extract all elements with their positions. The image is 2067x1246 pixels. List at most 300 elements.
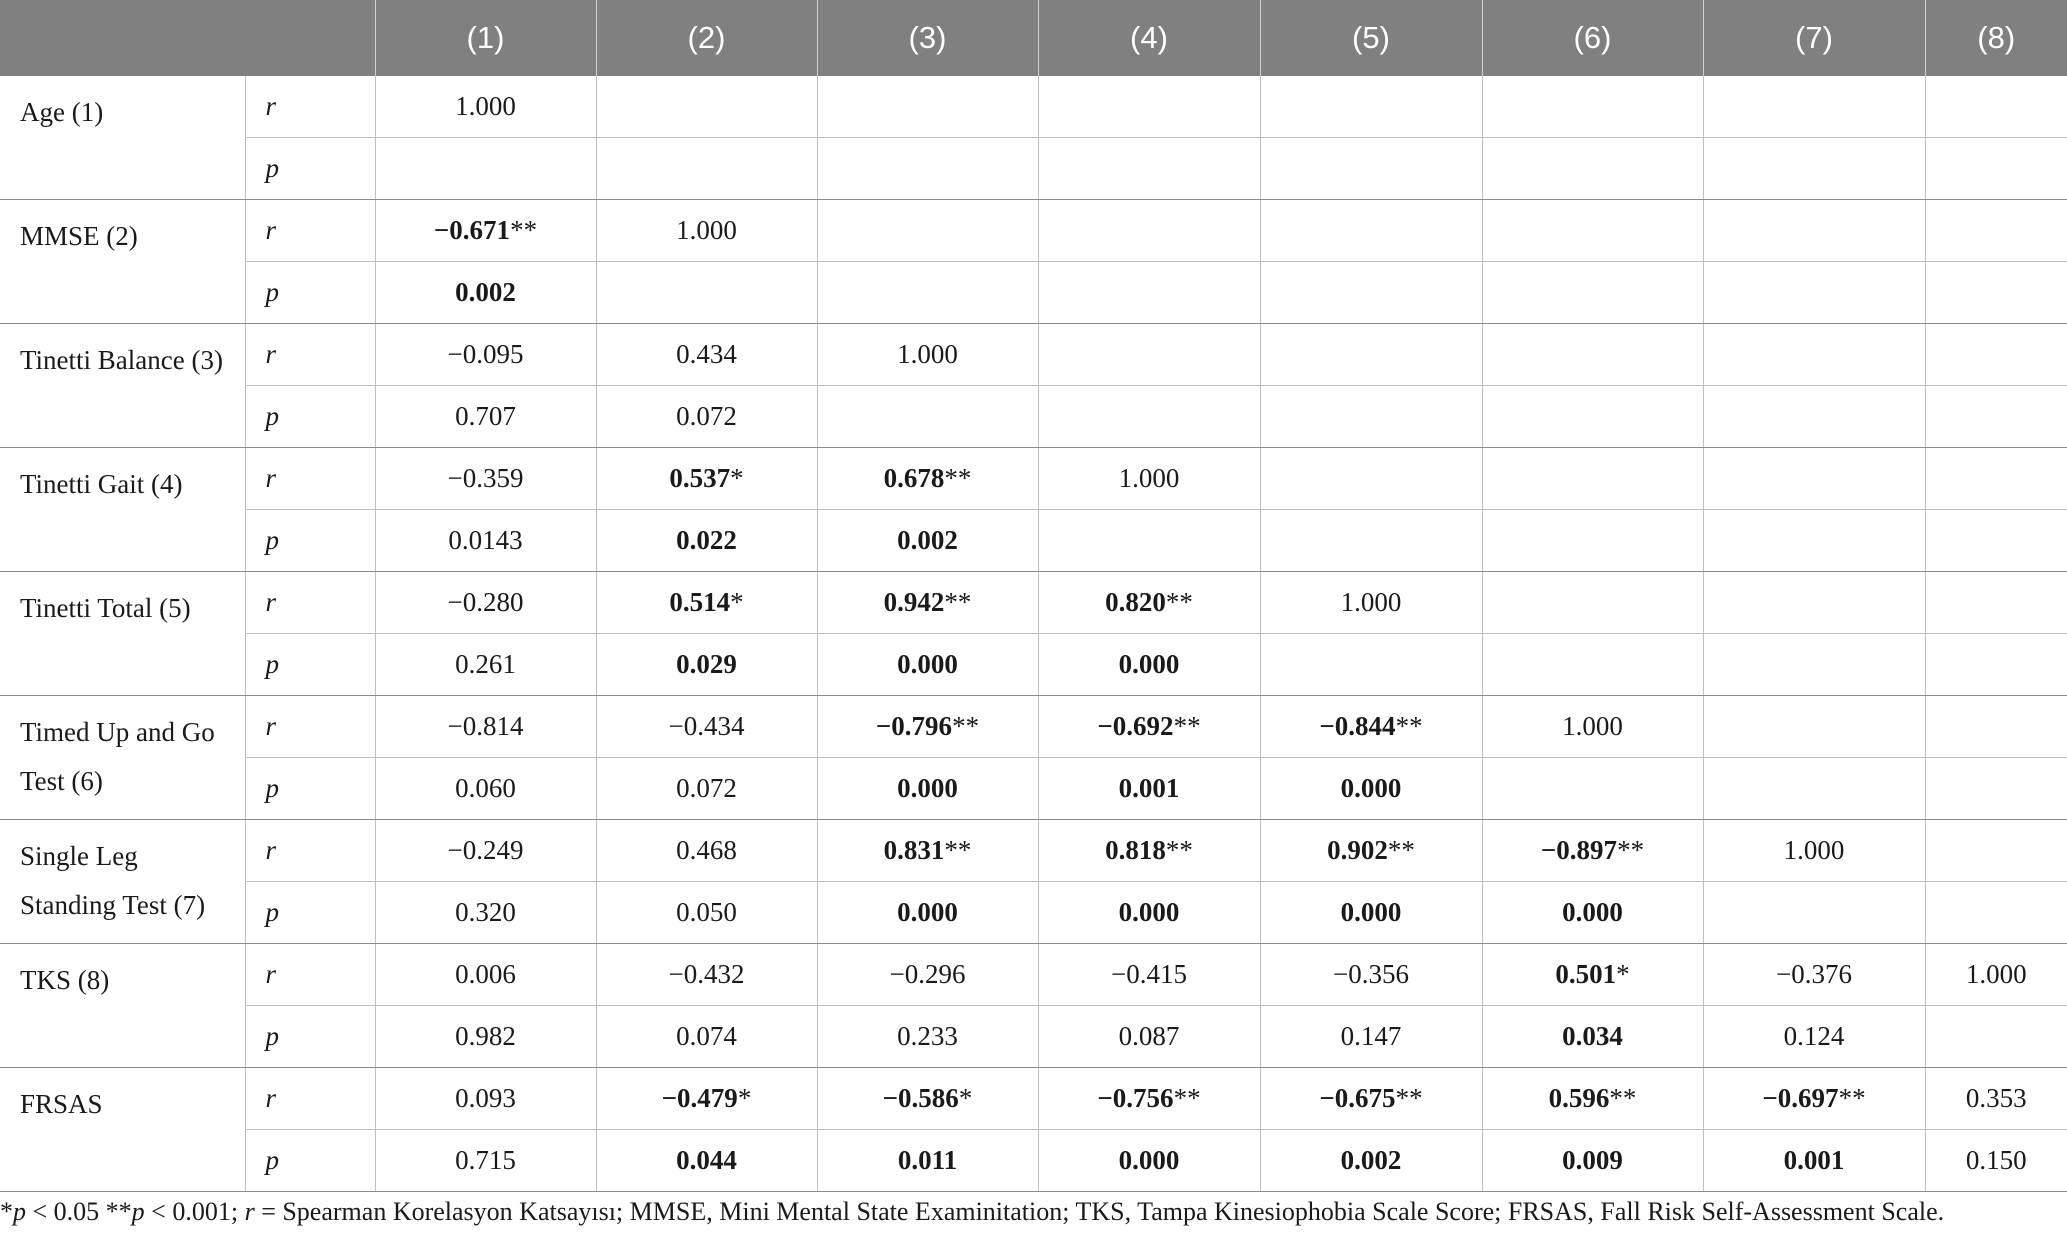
r-value: 1.000 <box>1118 463 1180 493</box>
p-value-cell <box>596 138 817 200</box>
stat-label-r: r <box>245 324 375 386</box>
p-value-cell <box>817 510 1038 572</box>
r-value: 1.000 <box>897 339 958 369</box>
p-value-cell <box>1038 262 1260 324</box>
p-value-cell <box>817 262 1038 324</box>
r-value-cell <box>817 944 1038 1006</box>
table-row-r <box>0 76 2067 138</box>
r-value-cell <box>1703 76 1925 138</box>
p-value: 0.072 <box>676 773 737 803</box>
p-value-cell <box>1482 386 1703 448</box>
p-value: 0.000 <box>1118 897 1180 927</box>
r-value-cell <box>375 1068 596 1130</box>
p-value: 0.001 <box>1118 773 1180 803</box>
p-value-cell <box>375 138 596 200</box>
p-value: 0.002 <box>897 525 958 555</box>
variable-label: FRSAS <box>0 1068 245 1192</box>
stat-label-p: p <box>245 262 375 324</box>
p-value-cell <box>596 634 817 696</box>
table-row-p <box>0 758 2067 820</box>
table-footnote <box>0 1197 2067 1227</box>
p-value: 0.034 <box>1562 1021 1623 1051</box>
significance-marker: ** <box>944 587 972 617</box>
footnote-star: * <box>0 1197 13 1226</box>
footnote-p-symbol: p <box>13 1197 26 1226</box>
p-value-cell <box>1703 138 1925 200</box>
variable-label: Tinetti Total (5) <box>0 572 245 696</box>
p-value-cell <box>1260 1006 1482 1068</box>
p-value: 0.000 <box>1118 649 1180 679</box>
r-value-cell <box>375 200 596 262</box>
r-value-cell <box>596 696 817 758</box>
p-value: 0.147 <box>1340 1021 1402 1051</box>
p-value-cell <box>1703 386 1925 448</box>
r-value-cell <box>1260 324 1482 386</box>
significance-marker: ** <box>1838 1083 1866 1113</box>
p-value: 0.233 <box>897 1021 958 1051</box>
r-value: 1.000 <box>1965 959 2027 989</box>
r-value-cell <box>1925 200 2067 262</box>
p-value-cell <box>1925 758 2067 820</box>
r-value-cell <box>1482 448 1703 510</box>
p-value-cell <box>596 1130 817 1192</box>
r-value-cell <box>1260 76 1482 138</box>
stat-label-r: r <box>245 200 375 262</box>
significance-marker: ** <box>1165 587 1193 617</box>
r-value: 0.434 <box>676 339 737 369</box>
r-value-cell <box>1482 944 1703 1006</box>
p-value-cell <box>1925 138 2067 200</box>
r-value-cell <box>1260 696 1482 758</box>
p-value-cell <box>375 882 596 944</box>
r-value-cell <box>817 200 1038 262</box>
r-value-cell <box>1482 572 1703 634</box>
r-value-cell <box>1703 944 1925 1006</box>
r-value-cell <box>1925 944 2067 1006</box>
r-value-cell <box>375 572 596 634</box>
p-value-cell <box>1260 882 1482 944</box>
stat-label-r: r <box>245 448 375 510</box>
r-value-cell <box>1703 696 1925 758</box>
r-value-cell <box>375 696 596 758</box>
p-value: 0.009 <box>1562 1145 1623 1175</box>
header-col-6: (6) <box>1482 0 1703 76</box>
r-value: −0.296 <box>889 959 966 989</box>
p-value-cell <box>817 758 1038 820</box>
stat-label-p: p <box>245 1006 375 1068</box>
r-value-cell <box>1260 572 1482 634</box>
p-value: 0.002 <box>455 277 516 307</box>
r-value-cell <box>375 324 596 386</box>
header-col-2: (2) <box>596 0 817 76</box>
r-value-cell <box>1038 1068 1260 1130</box>
r-value: −0.844 <box>1319 711 1396 741</box>
r-value: 1.000 <box>1783 835 1845 865</box>
table-body <box>0 76 2067 1192</box>
p-value: 0.011 <box>897 1145 958 1175</box>
r-value-cell <box>375 820 596 882</box>
p-value-cell <box>1260 510 1482 572</box>
p-value-cell <box>1038 634 1260 696</box>
r-value-cell <box>1482 324 1703 386</box>
p-value: 0.050 <box>676 897 737 927</box>
p-value: 0.000 <box>897 773 958 803</box>
r-value: 0.093 <box>455 1083 516 1113</box>
r-value-cell <box>1260 448 1482 510</box>
p-value: 0.002 <box>1340 1145 1402 1175</box>
stat-label-r: r <box>245 572 375 634</box>
r-value-cell <box>817 1068 1038 1130</box>
significance-marker: ** <box>1609 1083 1637 1113</box>
significance-marker: ** <box>952 711 980 741</box>
r-value-cell <box>1482 76 1703 138</box>
r-value-cell <box>1038 572 1260 634</box>
p-value-cell <box>1482 882 1703 944</box>
stat-label-p: p <box>245 1130 375 1192</box>
r-value: −0.897 <box>1540 835 1618 865</box>
table-row-p <box>0 634 2067 696</box>
significance-marker: ** <box>1165 835 1193 865</box>
r-value: 0.818 <box>1105 835 1166 865</box>
p-value-cell <box>1925 510 2067 572</box>
r-value: 1.000 <box>676 215 737 245</box>
significance-marker: ** <box>1395 1083 1423 1113</box>
r-value-cell <box>596 76 817 138</box>
significance-marker: ** <box>1617 835 1645 865</box>
p-value-cell <box>375 1130 596 1192</box>
r-value: −0.692 <box>1097 711 1174 741</box>
r-value-cell <box>1482 1068 1703 1130</box>
r-value-cell <box>1260 1068 1482 1130</box>
p-value-cell <box>1260 758 1482 820</box>
table-row-r <box>0 324 2067 386</box>
significance-marker: ** <box>510 215 538 245</box>
p-value-cell <box>1038 510 1260 572</box>
table-row-r <box>0 1068 2067 1130</box>
r-value-cell <box>596 572 817 634</box>
p-value: 0.072 <box>676 401 737 431</box>
table-header-row <box>0 0 2067 76</box>
r-value: −0.756 <box>1097 1083 1174 1113</box>
p-value-cell <box>1038 882 1260 944</box>
r-value-cell <box>1038 820 1260 882</box>
header-col-1: (1) <box>375 0 596 76</box>
p-value: 0.001 <box>1783 1145 1845 1175</box>
significance-marker: * <box>730 463 744 493</box>
r-value-cell <box>1703 1068 1925 1130</box>
footnote-r-symbol: r <box>244 1197 255 1226</box>
r-value-cell <box>817 448 1038 510</box>
p-value-cell <box>1925 634 2067 696</box>
p-value: 0.124 <box>1783 1021 1845 1051</box>
p-value-cell <box>1703 758 1925 820</box>
stat-label-r: r <box>245 1068 375 1130</box>
r-value-cell <box>1925 324 2067 386</box>
table-row-p <box>0 138 2067 200</box>
p-value-cell <box>1038 1130 1260 1192</box>
significance-marker: ** <box>1173 711 1201 741</box>
p-value-cell <box>1925 262 2067 324</box>
r-value: −0.280 <box>447 587 524 617</box>
table-row-r <box>0 696 2067 758</box>
p-value: 0.060 <box>455 773 516 803</box>
p-value: 0.000 <box>1118 1145 1180 1175</box>
r-value-cell <box>1703 820 1925 882</box>
r-value: 0.537 <box>669 463 731 493</box>
footnote-p-symbol-2: p <box>131 1197 145 1226</box>
significance-marker: * <box>958 1083 973 1113</box>
r-value: 0.942 <box>883 587 945 617</box>
p-value: 0.000 <box>1562 897 1623 927</box>
r-value: 1.000 <box>455 91 516 121</box>
p-value-cell <box>1482 1006 1703 1068</box>
p-value: 0.150 <box>1965 1145 2027 1175</box>
stat-label-r: r <box>245 696 375 758</box>
r-value: −0.095 <box>447 339 524 369</box>
r-value-cell <box>596 944 817 1006</box>
r-value-cell <box>1038 76 1260 138</box>
stat-label-p: p <box>245 634 375 696</box>
significance-marker: * <box>737 1083 752 1113</box>
p-value-cell <box>817 1006 1038 1068</box>
r-value-cell <box>596 324 817 386</box>
stat-label-r: r <box>245 944 375 1006</box>
p-value-cell <box>1260 1130 1482 1192</box>
footnote-threshold-2: < 0.001; <box>144 1197 245 1226</box>
r-value: −0.675 <box>1319 1083 1396 1113</box>
p-value-cell <box>375 758 596 820</box>
r-value-cell <box>817 820 1038 882</box>
r-value-cell <box>1038 448 1260 510</box>
r-value-cell <box>1038 200 1260 262</box>
variable-label: Timed Up and Go Test (6) <box>0 696 245 820</box>
p-value-cell <box>375 262 596 324</box>
header-col-3: (3) <box>817 0 1038 76</box>
variable-label: TKS (8) <box>0 944 245 1068</box>
p-value-cell <box>1482 1130 1703 1192</box>
r-value: −0.376 <box>1776 959 1852 989</box>
p-value-cell <box>1482 758 1703 820</box>
r-value: 1.000 <box>1340 587 1402 617</box>
footnote-definitions: = Spearman Korelasyon Katsayısı; MMSE, Mini Mental State Examinitation; TKS, Tampa Kinesiophobia Scale Score; FRSAS, Fall Risk Self-Assessment Scale. <box>254 1197 1945 1226</box>
r-value-cell <box>375 448 596 510</box>
p-value-cell <box>817 634 1038 696</box>
p-value: 0.000 <box>1340 773 1402 803</box>
r-value: −0.671 <box>433 215 511 245</box>
p-value-cell <box>1703 262 1925 324</box>
p-value-cell <box>817 1130 1038 1192</box>
r-value-cell <box>1925 76 2067 138</box>
p-value-cell <box>596 882 817 944</box>
variable-label: Age (1) <box>0 76 245 200</box>
table-row-r <box>0 200 2067 262</box>
p-value-cell <box>596 510 817 572</box>
variable-label: Single Leg Standing Test (7) <box>0 820 245 944</box>
r-value: −0.479 <box>661 1083 738 1113</box>
r-value: 0.006 <box>455 959 516 989</box>
r-value-cell <box>1038 324 1260 386</box>
r-value-cell <box>1925 572 2067 634</box>
p-value-cell <box>1925 1006 2067 1068</box>
r-value-cell <box>596 820 817 882</box>
significance-marker: ** <box>1387 835 1415 865</box>
p-value-cell <box>1925 882 2067 944</box>
significance-marker: ** <box>1395 711 1423 741</box>
r-value-cell <box>1703 572 1925 634</box>
variable-label: Tinetti Balance (3) <box>0 324 245 448</box>
p-value: 0.087 <box>1118 1021 1180 1051</box>
header-col-7: (7) <box>1703 0 1925 76</box>
header-empty-cell <box>0 0 375 76</box>
p-value: 0.074 <box>676 1021 737 1051</box>
r-value: −0.415 <box>1111 959 1187 989</box>
table-row-p <box>0 262 2067 324</box>
r-value: 0.678 <box>883 463 945 493</box>
header-col-8: (8) <box>1925 0 2067 76</box>
p-value-cell <box>1260 138 1482 200</box>
r-value: −0.359 <box>447 463 524 493</box>
table-row-p <box>0 1006 2067 1068</box>
p-value: 0.000 <box>897 897 958 927</box>
r-value: 0.902 <box>1327 835 1388 865</box>
p-value: 0.0143 <box>448 525 523 555</box>
r-value-cell <box>1925 696 2067 758</box>
table-row-p <box>0 1130 2067 1192</box>
r-value-cell <box>1260 944 1482 1006</box>
table-row-p <box>0 510 2067 572</box>
p-value: 0.982 <box>455 1021 516 1051</box>
p-value-cell <box>596 1006 817 1068</box>
p-value-cell <box>1260 386 1482 448</box>
stat-label-p: p <box>245 758 375 820</box>
p-value-cell <box>1482 138 1703 200</box>
p-value-cell <box>1482 262 1703 324</box>
p-value-cell <box>1038 758 1260 820</box>
p-value-cell <box>375 510 596 572</box>
p-value-cell <box>596 758 817 820</box>
p-value-cell <box>596 262 817 324</box>
header-col-5: (5) <box>1260 0 1482 76</box>
p-value-cell <box>1038 386 1260 448</box>
r-value-cell <box>375 76 596 138</box>
p-value: 0.000 <box>1340 897 1402 927</box>
p-value: 0.320 <box>455 897 516 927</box>
r-value: −0.796 <box>875 711 953 741</box>
p-value-cell <box>1703 1006 1925 1068</box>
r-value: −0.586 <box>882 1083 959 1113</box>
p-value-cell <box>375 386 596 448</box>
table-row-p <box>0 882 2067 944</box>
p-value: 0.029 <box>676 649 737 679</box>
r-value-cell <box>817 324 1038 386</box>
significance-marker: * <box>730 587 744 617</box>
r-value-cell <box>596 200 817 262</box>
r-value-cell <box>1482 200 1703 262</box>
r-value-cell <box>1038 944 1260 1006</box>
r-value-cell <box>817 696 1038 758</box>
p-value-cell <box>1038 138 1260 200</box>
stat-label-r: r <box>245 820 375 882</box>
p-value-cell <box>375 634 596 696</box>
r-value-cell <box>1925 448 2067 510</box>
p-value-cell <box>817 882 1038 944</box>
p-value-cell <box>1703 1130 1925 1192</box>
table-row-r <box>0 448 2067 510</box>
table-row-r <box>0 944 2067 1006</box>
p-value-cell <box>1260 634 1482 696</box>
p-value-cell <box>1482 634 1703 696</box>
r-value-cell <box>1482 696 1703 758</box>
p-value-cell <box>1925 1130 2067 1192</box>
p-value-cell <box>1703 634 1925 696</box>
p-value: 0.022 <box>676 525 737 555</box>
r-value-cell <box>817 572 1038 634</box>
p-value: 0.044 <box>676 1145 737 1175</box>
r-value: 0.820 <box>1105 587 1166 617</box>
variable-label: MMSE (2) <box>0 200 245 324</box>
r-value-cell <box>1260 820 1482 882</box>
r-value: 0.353 <box>1965 1083 2027 1113</box>
r-value-cell <box>596 448 817 510</box>
r-value-cell <box>375 944 596 1006</box>
significance-marker: * <box>1616 959 1630 989</box>
p-value-cell <box>375 1006 596 1068</box>
r-value: 0.831 <box>883 835 945 865</box>
p-value-cell <box>1925 386 2067 448</box>
r-value-cell <box>1482 820 1703 882</box>
r-value-cell <box>1703 324 1925 386</box>
variable-label: Tinetti Gait (4) <box>0 448 245 572</box>
r-value-cell <box>1925 820 2067 882</box>
p-value-cell <box>596 386 817 448</box>
r-value: −0.356 <box>1333 959 1409 989</box>
r-value: −0.814 <box>447 711 524 741</box>
significance-marker: ** <box>944 463 972 493</box>
header-col-4: (4) <box>1038 0 1260 76</box>
r-value: −0.432 <box>668 959 745 989</box>
significance-marker: ** <box>944 835 972 865</box>
r-value-cell <box>1260 200 1482 262</box>
r-value-cell <box>596 1068 817 1130</box>
r-value-cell <box>1925 1068 2067 1130</box>
r-value: 0.501 <box>1555 959 1617 989</box>
stat-label-p: p <box>245 882 375 944</box>
p-value: 0.000 <box>897 649 958 679</box>
p-value-cell <box>1703 882 1925 944</box>
r-value: 1.000 <box>1562 711 1623 741</box>
p-value-cell <box>817 386 1038 448</box>
r-value-cell <box>817 76 1038 138</box>
stat-label-p: p <box>245 386 375 448</box>
r-value: 0.468 <box>676 835 737 865</box>
stat-label-r: r <box>245 76 375 138</box>
r-value: −0.697 <box>1762 1083 1839 1113</box>
r-value: 0.596 <box>1548 1083 1610 1113</box>
r-value-cell <box>1703 200 1925 262</box>
significance-marker: ** <box>1173 1083 1201 1113</box>
r-value: −0.249 <box>447 835 524 865</box>
r-value-cell <box>1038 696 1260 758</box>
p-value: 0.707 <box>455 401 516 431</box>
stat-label-p: p <box>245 510 375 572</box>
stat-label-p: p <box>245 138 375 200</box>
p-value-cell <box>817 138 1038 200</box>
r-value: 0.514 <box>669 587 731 617</box>
p-value-cell <box>1260 262 1482 324</box>
p-value-cell <box>1703 510 1925 572</box>
footnote-threshold-1: < 0.05 ** <box>26 1197 132 1226</box>
table-row-r <box>0 572 2067 634</box>
